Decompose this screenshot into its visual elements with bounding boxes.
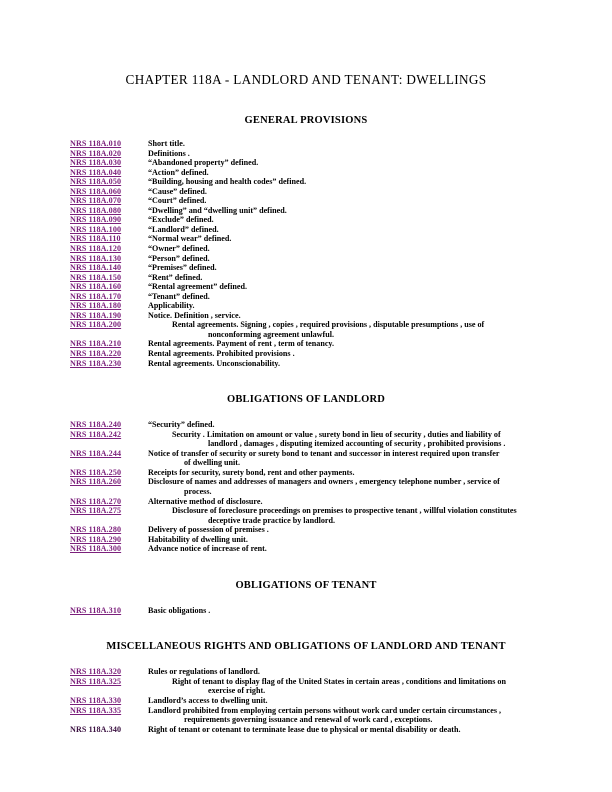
toc-entry (70, 139, 550, 149)
toc-entry (70, 706, 550, 725)
statute-description: Security . Limitation on amount or value , surety bond in lieu of security , duties and liability of landlord , damages , disputing itemized accounting of security , prohibited provisions . (146, 430, 550, 449)
statute-link[interactable]: NRS 118A.020 (70, 148, 122, 158)
statute-link[interactable]: NRS 118A.170 (70, 291, 122, 301)
toc-entry (70, 339, 550, 349)
toc-entry (70, 215, 550, 225)
statute-description: Definitions . (148, 148, 190, 158)
toc-entry (70, 696, 550, 706)
statute-description: Notice of transfer of security or surety bond to tenant and successor in interest required upon transfer of dwelling unit. (146, 449, 550, 468)
statute-description: Receipts for security, surety bond, rent and other payments. (148, 467, 355, 477)
statute-description: “Building, housing and health codes” defined. (148, 177, 307, 187)
statute-description: Alternative method of disclosure. (148, 496, 263, 506)
statute-link[interactable]: NRS 118A.090 (70, 215, 122, 225)
statute-link[interactable]: NRS 118A.060 (70, 186, 122, 196)
toc-entry (70, 244, 550, 254)
statute-link[interactable]: NRS 118A.244 (70, 448, 122, 458)
toc-entry (70, 168, 550, 178)
toc-entry (70, 225, 550, 235)
statute-description: “Owner” defined. (148, 244, 210, 254)
toc-entry (70, 449, 550, 468)
statute-description: Disclosure of names and addresses of managers and owners , emergency telephone number , service of process. (146, 477, 550, 496)
statute-description-continuation: of dwelling unit. (184, 458, 240, 468)
toc-entry (70, 206, 550, 216)
statute-description: “Exclude” defined. (148, 215, 214, 225)
statute-description: Notice. Definition , service. (148, 310, 241, 320)
statute-link[interactable]: NRS 118A.050 (70, 177, 122, 187)
statute-description: Landlord’s access to dwelling unit. (148, 695, 268, 705)
toc-entry (70, 273, 550, 283)
toc-entry (70, 292, 550, 302)
statute-link[interactable]: NRS 118A.220 (70, 349, 122, 359)
statute-link[interactable]: NRS 118A.030 (70, 158, 122, 168)
toc-entry (70, 468, 550, 478)
statute-description-continuation: nonconforming agreement unlawful. (208, 329, 334, 339)
statute-link[interactable]: NRS 118A.325 (70, 676, 122, 686)
toc-entry (70, 234, 550, 244)
toc-entry (70, 263, 550, 273)
statute-link[interactable]: NRS 118A.242 (70, 429, 122, 439)
statute-description: “Action” defined. (148, 167, 209, 177)
statute-description: Habitability of dwelling unit. (148, 534, 248, 544)
statute-link[interactable]: NRS 118A.130 (70, 253, 122, 263)
section-heading-obligations-of-tenant: OBLIGATIONS OF TENANT (235, 579, 377, 591)
toc-entry (70, 301, 550, 311)
statute-description: Applicability. (148, 301, 195, 311)
statute-description: Basic obligations . (148, 605, 211, 615)
statute-link[interactable]: NRS 118A.275 (70, 506, 122, 516)
toc-entry (70, 349, 550, 359)
statute-description: Rental agreements. Signing , copies , required provisions , disputable presumptions , use of nonconforming agreement unlawful. (146, 320, 550, 339)
section-heading-miscellaneous-rights: MISCELLANEOUS RIGHTS AND OBLIGATIONS OF LANDLORD AND TENANT (106, 641, 506, 653)
statute-description: Landlord prohibited from employing certain persons without work card under certain circumstances , requirements governing issuance and renewal of work card , exceptions. (146, 706, 550, 725)
statute-link[interactable]: NRS 118A.160 (70, 282, 122, 292)
toc-entry (70, 149, 550, 159)
statute-description: Advance notice of increase of rent. (148, 544, 267, 554)
toc-entry (70, 725, 550, 735)
toc-entry (70, 606, 550, 616)
toc-entry (70, 477, 550, 496)
statute-description-continuation: process. (184, 486, 212, 496)
statute-link[interactable]: NRS 118A.210 (70, 339, 122, 349)
statute-description: “Abandoned property” defined. (148, 158, 259, 168)
statute-description: “Security” defined. (148, 420, 215, 430)
statute-link[interactable]: NRS 118A.230 (70, 358, 122, 368)
statute-link[interactable]: NRS 118A.300 (70, 544, 122, 554)
statute-description: “Cause” defined. (148, 186, 207, 196)
toc-entry (70, 667, 550, 677)
statute-description: “Normal wear” defined. (148, 234, 232, 244)
statute-description: “Rental agreement” defined. (148, 282, 247, 292)
toc-entry (70, 430, 550, 449)
statute-link[interactable]: NRS 118A.010 (70, 139, 122, 148)
toc-entry (70, 420, 550, 430)
statute-link[interactable]: NRS 118A.335 (70, 705, 122, 715)
statute-link[interactable]: NRS 118A.270 (70, 496, 122, 506)
statute-description: Rental agreements. Prohibited provisions . (148, 349, 295, 359)
toc-entry (70, 320, 550, 339)
statute-link[interactable]: NRS 118A.070 (70, 196, 122, 206)
toc-entry (70, 177, 550, 187)
statute-link[interactable]: NRS 118A.040 (70, 167, 122, 177)
entry-list-miscellaneous-rights (0, 652, 612, 734)
statute-link[interactable]: NRS 118A.280 (70, 525, 122, 535)
statute-link[interactable]: NRS 118A.080 (70, 205, 122, 215)
statute-link[interactable]: NRS 118A.250 (70, 467, 122, 477)
toc-entry (70, 254, 550, 264)
toc-entry (70, 497, 550, 507)
statute-link[interactable]: NRS 118A.260 (70, 477, 122, 487)
statute-description: Right of tenant or cotenant to terminate lease due to physical or mental disability or death. (148, 724, 461, 734)
statute-description: “Rent” defined. (148, 272, 203, 282)
statute-description-continuation: landlord , damages , disputing itemized accounting of security , prohibited provisions . (208, 439, 506, 449)
toc-entry (70, 359, 550, 369)
statute-description-continuation: exercise of right. (208, 686, 266, 696)
statute-link[interactable]: NRS 118A.180 (70, 301, 122, 311)
toc-entry (70, 677, 550, 696)
toc-entry (70, 196, 550, 206)
statute-description: Rental agreements. Unconscionability. (148, 358, 281, 368)
statute-link[interactable]: NRS 118A.320 (70, 667, 122, 677)
toc-entry (70, 544, 550, 554)
statute-link[interactable]: NRS 118A.330 (70, 695, 122, 705)
page-title: CHAPTER 118A - LANDLORD AND TENANT: DWELLINGS (125, 72, 487, 87)
statute-description: “Premises” defined. (148, 263, 217, 273)
statute-description: Disclosure of foreclosure proceedings on premises to prospective tenant , willful violation constitutes deceptive trade practice by landlord. (146, 506, 550, 525)
statute-link[interactable]: NRS 118A.240 (70, 420, 122, 430)
toc-entry (70, 506, 550, 525)
toc-entry (70, 311, 550, 321)
entry-list-obligations-of-tenant (0, 591, 612, 616)
statute-link[interactable]: NRS 118A.310 (70, 605, 122, 615)
statute-link[interactable]: NRS 118A.120 (70, 244, 122, 254)
statute-link[interactable]: NRS 118A.100 (70, 224, 122, 234)
toc-entry (70, 187, 550, 197)
statute-description: “Person” defined. (148, 253, 210, 263)
statute-link[interactable]: NRS 118A.340 (70, 724, 122, 734)
statute-description: “Landlord” defined. (148, 224, 219, 234)
statute-link[interactable]: NRS 118A.190 (70, 310, 122, 320)
statute-description: Delivery of possession of premises . (148, 525, 269, 535)
section-heading-general-provisions: GENERAL PROVISIONS (244, 115, 368, 126)
toc-entry (70, 525, 550, 535)
statute-description: Right of tenant to display flag of the United States in certain areas , conditions and limitations on exercise of right. (146, 677, 550, 696)
statute-description: Rental agreements. Payment of rent , term of tenancy. (148, 339, 335, 349)
toc-entry (70, 282, 550, 292)
statute-link[interactable]: NRS 118A.110 (70, 234, 121, 244)
statute-description: Short title. (148, 139, 185, 148)
toc-entry (70, 535, 550, 545)
statute-link[interactable]: NRS 118A.150 (70, 272, 122, 282)
statute-description-continuation: requirements governing issuance and renewal of work card , exceptions. (184, 715, 433, 725)
statute-description: “Court” defined. (148, 196, 207, 206)
statute-link[interactable]: NRS 118A.290 (70, 534, 122, 544)
statute-link[interactable]: NRS 118A.200 (70, 320, 122, 330)
statute-description: “Dwelling” and “dwelling unit” defined. (148, 205, 287, 215)
statute-description: Rules or regulations of landlord. (148, 667, 260, 677)
statute-link[interactable]: NRS 118A.140 (70, 263, 122, 273)
section-heading-obligations-of-landlord: OBLIGATIONS OF LANDLORD (226, 394, 386, 406)
entry-list-general-provisions (0, 126, 612, 368)
statute-description: “Tenant” defined. (148, 291, 210, 301)
toc-entry (70, 158, 550, 168)
statute-description-continuation: deceptive trade practice by landlord. (208, 515, 336, 525)
entry-list-obligations-of-landlord (0, 405, 612, 554)
